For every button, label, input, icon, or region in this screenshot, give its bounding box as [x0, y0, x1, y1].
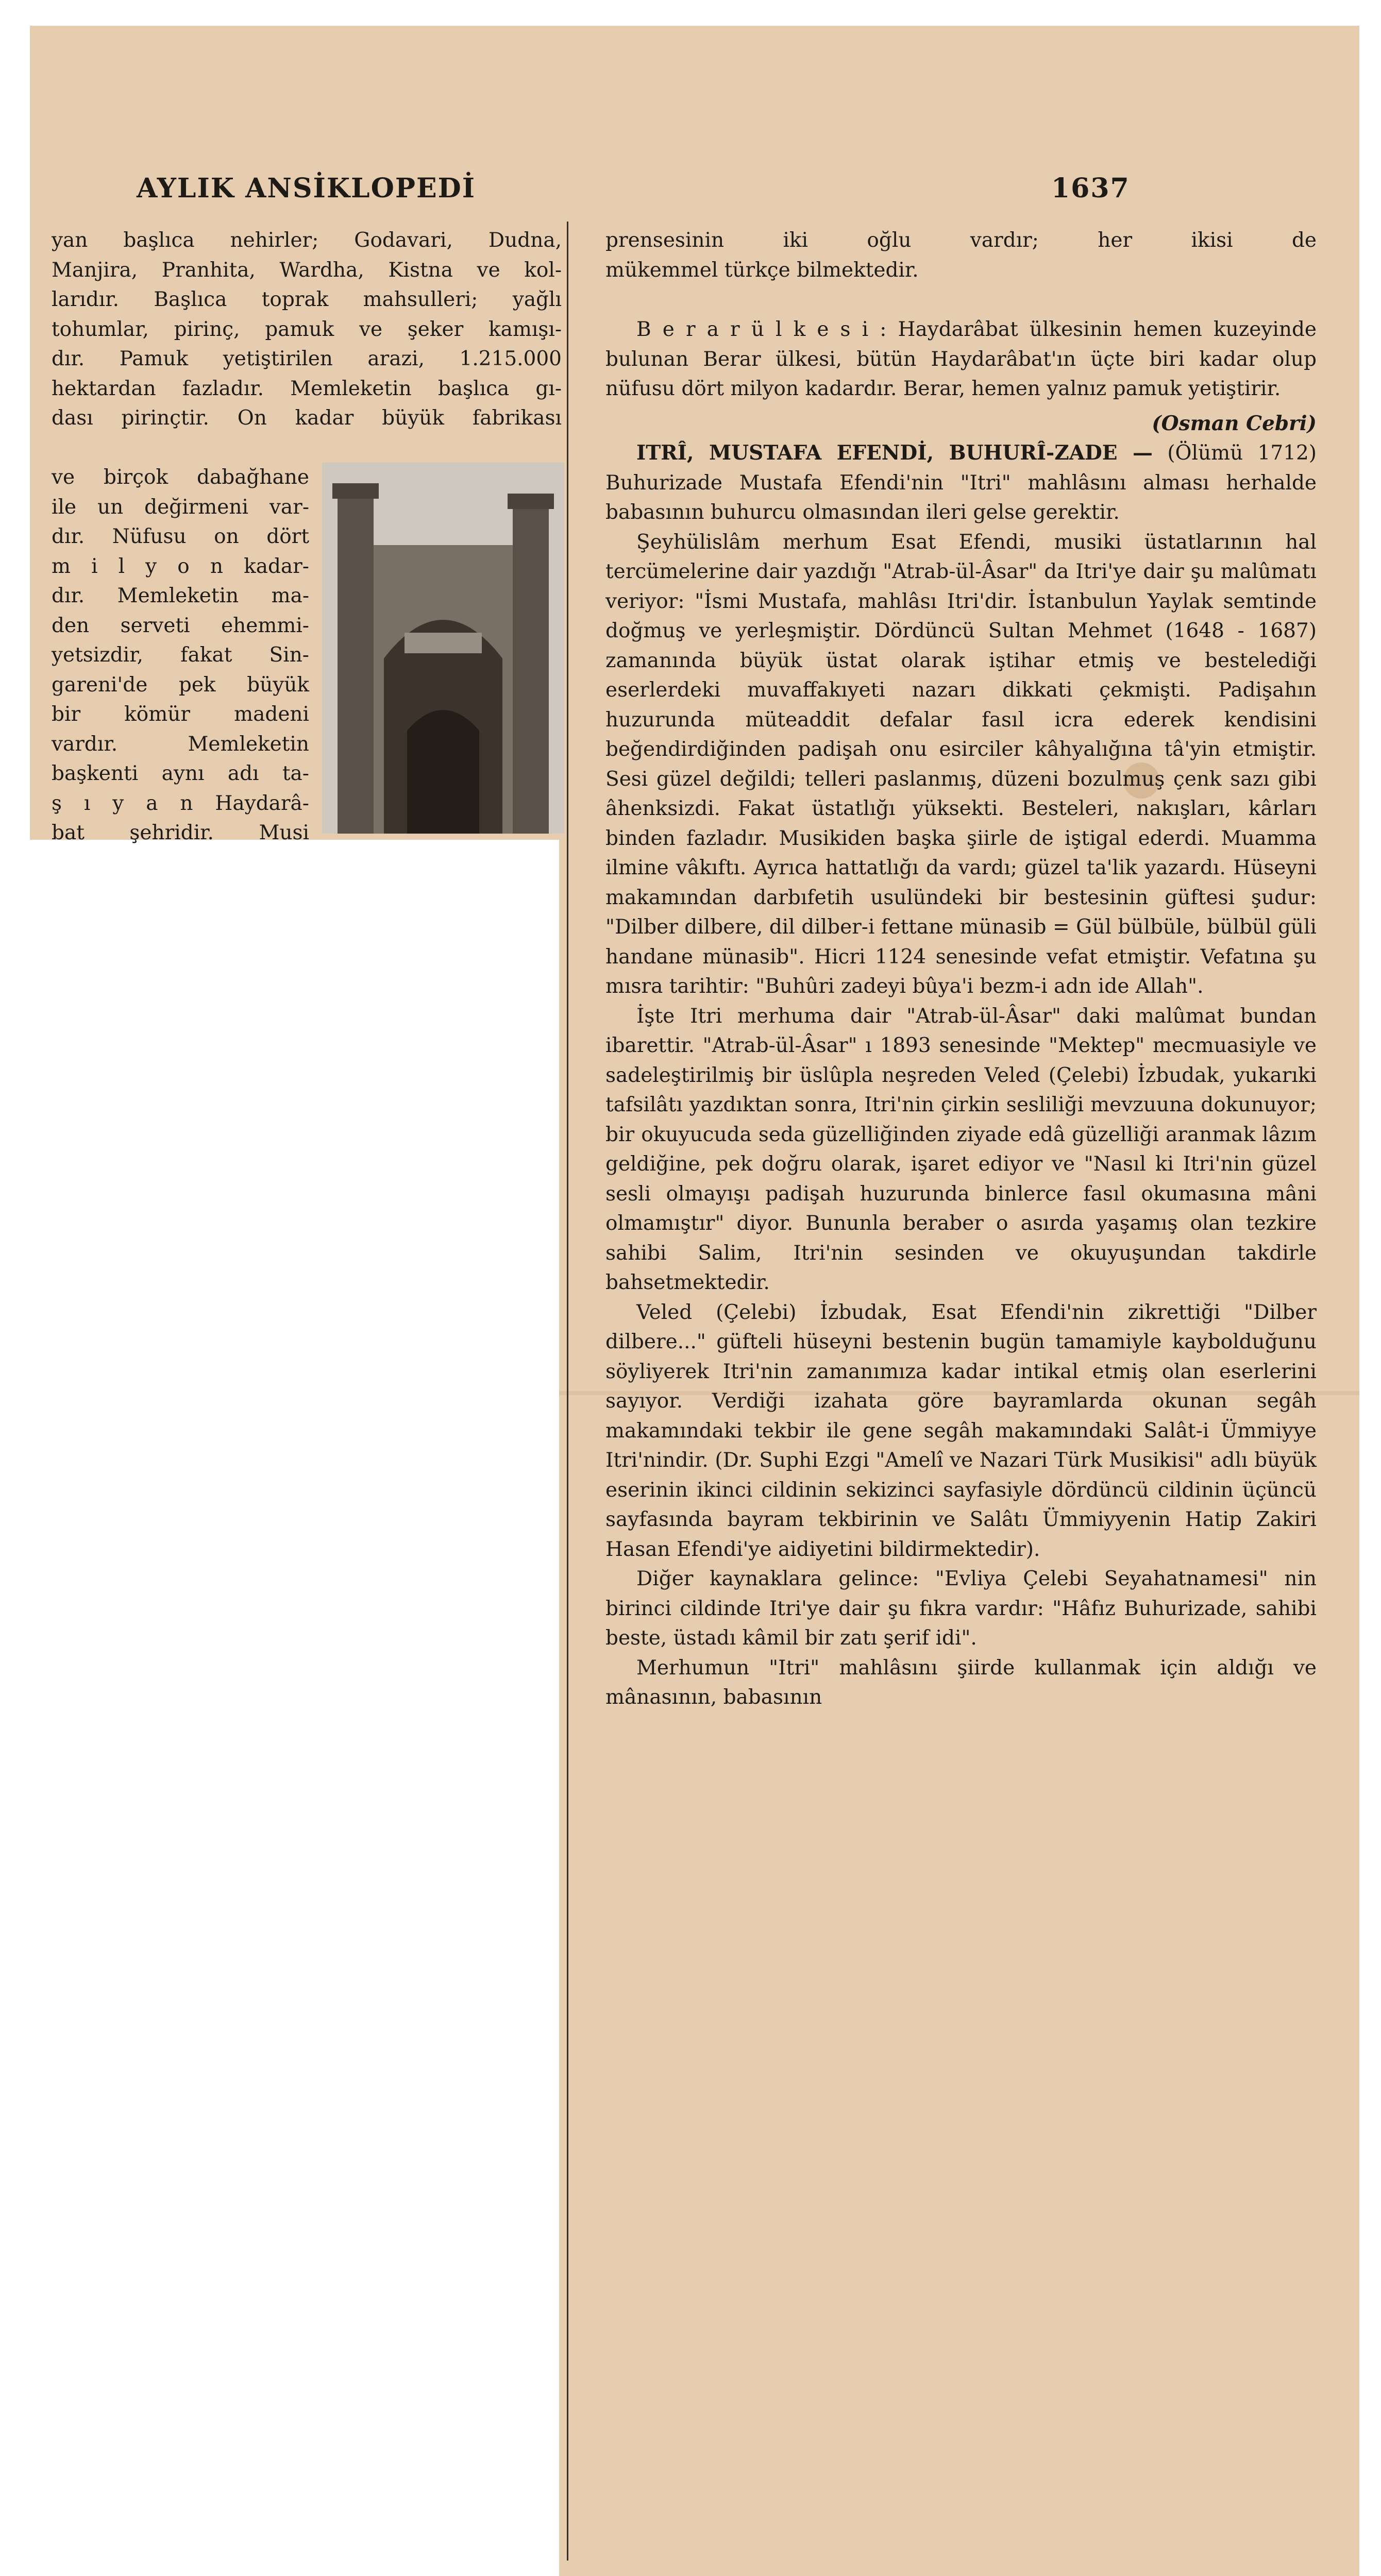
- text-line: m i l y o n kadar-: [52, 554, 309, 578]
- entry-intro: (Ölümü 1712) Buhurizade Mustafa Efendi'nin "Itri" mahlâsını alması herhalde babasının buhurcu olmasından ileri gelse gerektir.: [605, 442, 1317, 524]
- text-line: gareni'de pek büyük: [52, 673, 309, 697]
- building-photo: [322, 463, 564, 834]
- text-line: prensesinin iki oğlu vardır; her ikisi de: [605, 229, 1317, 252]
- text-line: hektardan fazladır. Memleketin başlıca gı-: [52, 377, 562, 400]
- body-paragraph: Veled (Çelebi) İzbudak, Esat Efendi'nin zikrettiği "Dilber dilbere..." güfteli hüseyni bestenin bugün tamamiyle kaybolduğunu söyliyerek Itri'nin zamanımıza kadar intikal etmiş olan eserlerini sayıyor. Verdiği izahata göre bayramlarda okunan segâh makamındaki tekbir ile gene segâh makamındaki Salât-i Ümmiyye Itri'nindir. (Dr. Suphi Ezgi "Amelî ve Nazari Türk Musikisi" adlı büyük eserinin ikinci cildinin sekizinci sayfasiyle dördüncü cildinin üçüncü sayfasında bayram tekbirinin ve Salâtı Ümmiyyenin Hatip Zakiri Hasan Efendi'ye aidiyetini bildirmektedir).: [605, 1300, 1317, 1561]
- body-paragraph: Merhumun "Itri" mahlâsını şiirde kullanmak için aldığı ve mânasının, babasının: [605, 1656, 1317, 1709]
- entry-heading: ITRÎ, MUSTAFA EFENDİ, BUHURÎ-ZADE —: [636, 441, 1153, 465]
- page-number: 1637: [1051, 173, 1130, 204]
- text-line: larıdır. Başlıca toprak mahsulleri; yağlı: [52, 288, 562, 311]
- text-line: dır. Nüfusu on dört: [52, 525, 309, 548]
- text-line: den serveti ehemmi-: [52, 614, 309, 637]
- text-line: bat şehridir. Musi: [52, 821, 309, 844]
- column-divider: [567, 222, 568, 2561]
- text-line: ile un değirmeni var-: [52, 495, 309, 519]
- text-line: ve birçok dabağhane: [52, 466, 309, 489]
- mosque-gate-icon: [322, 463, 564, 834]
- text-line: vardır. Memleketin: [52, 732, 309, 756]
- text-line: Manjira, Pranhita, Wardha, Kistna ve kol-: [52, 258, 562, 282]
- text-line: başkenti aynı adı ta-: [52, 762, 309, 785]
- body-paragraph: Diğer kaynaklara gelince: "Evliya Çelebi Seyahatnamesi" nin birinci cildinde Itri'ye dair şu fıkra vardır: "Hâfız Buhurizade, sahibi beste, üstadı kâmil bir zatı şerif idi".: [605, 1567, 1317, 1650]
- left-column: [52, 226, 562, 433]
- text-line: bir kömür madeni: [52, 703, 309, 726]
- right-column: [605, 226, 1317, 1713]
- page-header-title: AYLIK ANSİKLOPEDİ: [137, 173, 476, 204]
- entry-intro-paragraph: [605, 438, 1317, 528]
- berar-paragraph: B e r a r ü l k e s i : Haydarâbat ülkesinin hemen kuzeyinde bulunan Berar ülkesi, bütün Haydarâbat'ın üçte biri kadar olup nüfusu dört milyon kadardır. Berar, hemen yalnız pamuk yetiştirir.: [605, 318, 1317, 400]
- text-line: mükemmel türkçe bilmektedir.: [605, 258, 919, 282]
- text-line: dası pirinçtir. On kadar büyük fabrikası: [52, 406, 562, 430]
- text-line: yan başlıca nehirler; Godavari, Dudna,: [52, 229, 562, 252]
- left-column-narrow: [52, 463, 309, 848]
- body-paragraph: Şeyhülislâm merhum Esat Efendi, musiki üstatlarının hal tercümelerine dair yazdığı "Atrab-ül-Âsar" da Itri'ye dair şu malûmatı veriyor: "İsmi Mustafa, mahlâsı Itri'dir. İstanbulun Yaylak semtinde doğmuş ve yerleşmiştir. Dördüncü Sultan Mehmet (1648 - 1687) zamanında büyük üstat olarak iştihar etmiş ve bestelediği eserlerdeki muvaffakıyeti nazarı dikkati çekmişti. Padişahın huzurunda müteaddit defalar fasıl icra ederek kendisini beğendirdiğinden padişah onu esirciler kâhyalığına tâ'yin etmiştir. Sesi güzel değildi; telleri paslanmış, düzeni bozulmuş çenk sazı gibi âhenksizdi. Fakat üstatlığı yüksekti. Besteleri, nakışları, kârları binden fazladır. Musikiden başka şiirle de iştigal ederdi. Muamma ilmine vâkıftı. Ayrıca hattatlığı da vardı; güzel ta'lik yazardı. Hüseyni makamından darbıfetih usulündeki bir bestesinin güftesi şudur: "Dilber dilbere, dil dilber-i fettane münasib = Gül bülbüle, bülbül güli handane münasib". Hicri 1124 senesinde vefat etmiştir. Vefatına şu mısra tarihtir: "Buhûri zadeyi bûya'i bezm-i adn ide Allah".: [605, 530, 1317, 998]
- text-line: dır. Memleketin ma-: [52, 584, 309, 607]
- body-paragraph: İşte Itri merhuma dair "Atrab-ül-Âsar" daki malûmat bundan ibarettir. "Atrab-ül-Âsar" ı 1893 senesinde "Mektep" mecmuasiyle ve sadeleştirilmiş bir üslûpla neşreden Veled (Çelebi) İzbudak, yukarıki tafsilâtı yazdıktan sonra, Itri'nin çirkin sesliliği mevzuuna dokunuyor; bir okuyucuda seda güzelliğinden ziyade edâ güzelliği aranmak lâzım geldiğine, pek doğru olarak, işaret ediyor ve "Nasıl ki Itri'nin güzel sesli olmayışı padişah huzurunda binlerce fasıl okumasına mâni olmamıştır" diyor. Bununla beraber o asırda yaşamış olan tezkire sahibi Salim, Itri'nin sesinden ve okuyuşundan takdirle bahsetmektedir.: [605, 1004, 1317, 1294]
- text-line: yetsizdir, fakat Sin-: [52, 643, 309, 667]
- author-signature: (Osman Cebri): [1152, 411, 1317, 435]
- text-line: ş ı y a n Haydarâ-: [52, 791, 309, 815]
- text-line: tohumlar, pirinç, pamuk ve şeker kamışı-: [52, 317, 562, 341]
- text-line: dır. Pamuk yetiştirilen arazi, 1.215.000: [52, 347, 562, 370]
